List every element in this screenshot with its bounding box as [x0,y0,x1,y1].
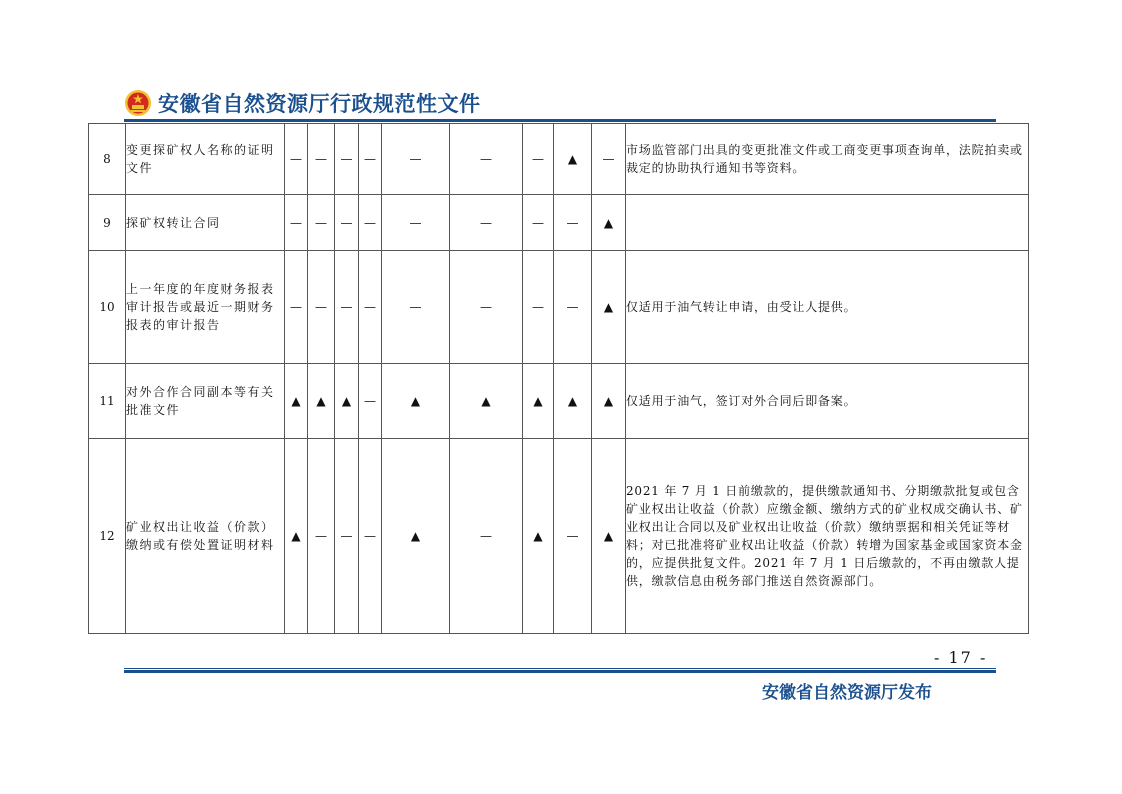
material-name: 探矿权转让合同 [126,195,285,251]
requirement-mark: — [592,124,626,195]
requirement-mark: — [382,251,450,364]
requirement-mark: ▲ [592,439,626,634]
requirement-mark: — [285,124,308,195]
remark: 市场监管部门出具的变更批准文件或工商变更事项查询单，法院拍卖或裁定的协助执行通知书等资料。 [626,124,1029,195]
requirement-mark: — [285,195,308,251]
row-number: 8 [89,124,126,195]
row-number: 12 [89,439,126,634]
requirement-mark: — [359,439,382,634]
requirement-mark: ▲ [592,364,626,439]
row-number: 11 [89,364,126,439]
requirement-mark: — [450,195,523,251]
table-row [89,439,1029,634]
requirement-mark: — [335,124,359,195]
requirement-mark: ▲ [450,364,523,439]
table-row [89,364,1029,439]
row-number: 10 [89,251,126,364]
requirement-mark: — [523,195,554,251]
requirement-mark: — [554,251,592,364]
requirement-mark: — [554,439,592,634]
footer-rule [124,670,996,673]
requirement-mark: ▲ [335,364,359,439]
requirement-mark: — [382,195,450,251]
requirement-mark: — [382,124,450,195]
requirement-mark: ▲ [382,364,450,439]
requirement-mark: — [450,251,523,364]
requirement-mark: — [285,251,308,364]
footer-rule-thin [124,668,996,669]
requirement-mark: ▲ [308,364,335,439]
requirement-mark: — [308,195,335,251]
material-name: 对外合作合同副本等有关批准文件 [126,364,285,439]
table-row [89,124,1029,195]
remark: 仅适用于油气，签订对外合同后即备案。 [626,364,1029,439]
remark: 仅适用于油气转让申请，由受让人提供。 [626,251,1029,364]
material-name: 变更探矿权人名称的证明文件 [126,124,285,195]
requirement-mark: — [359,195,382,251]
header-rule [124,119,996,122]
requirement-mark: — [335,439,359,634]
requirement-mark: ▲ [554,364,592,439]
requirement-mark: — [359,251,382,364]
material-name: 矿业权出让收益（价款）缴纳或有偿处置证明材料 [126,439,285,634]
requirement-mark: — [308,439,335,634]
requirement-mark: — [335,251,359,364]
requirement-mark: ▲ [523,364,554,439]
requirement-mark: ▲ [554,124,592,195]
requirement-mark: ▲ [592,251,626,364]
requirement-mark: — [308,124,335,195]
requirement-mark: ▲ [285,439,308,634]
table-row [89,195,1029,251]
requirement-mark: ▲ [523,439,554,634]
requirement-mark: — [335,195,359,251]
table-body [89,124,1029,634]
requirement-mark: — [450,124,523,195]
table-row [89,251,1029,364]
requirement-mark: — [308,251,335,364]
row-number: 9 [89,195,126,251]
remark: 2021 年 7 月 1 日前缴款的，提供缴款通知书、分期缴款批复或包含矿业权出让收益（价款）应缴金额、缴纳方式的矿业权成交确认书、矿业权出让合同以及矿业权出让收益（价款）缴纳票据和相关凭证等材料；对已批准将矿业权出让收益（价款）转增为国家基金或国家资本金的，应提供批复文件。2021 年 7 月 1 日后缴款的，不再由缴款人提供，缴款信息由税务部门推送自然资源部门。 [626,439,1029,634]
remark [626,195,1029,251]
requirement-mark: — [359,364,382,439]
requirement-mark: ▲ [285,364,308,439]
requirements-table [88,123,1029,634]
page-number: - 17 - [934,648,988,667]
requirement-mark: — [554,195,592,251]
requirement-mark: — [523,251,554,364]
requirement-mark: — [359,124,382,195]
footer-publisher: 安徽省自然资源厅发布 [762,683,932,703]
requirement-mark: ▲ [382,439,450,634]
header-title: 安徽省自然资源厅行政规范性文件 [158,92,481,116]
requirement-mark: ▲ [592,195,626,251]
national-emblem-icon [124,89,152,117]
requirement-mark: — [523,124,554,195]
material-name: 上一年度的年度财务报表审计报告或最近一期财务报表的审计报告 [126,251,285,364]
requirement-mark: — [450,439,523,634]
document-header [124,86,481,120]
